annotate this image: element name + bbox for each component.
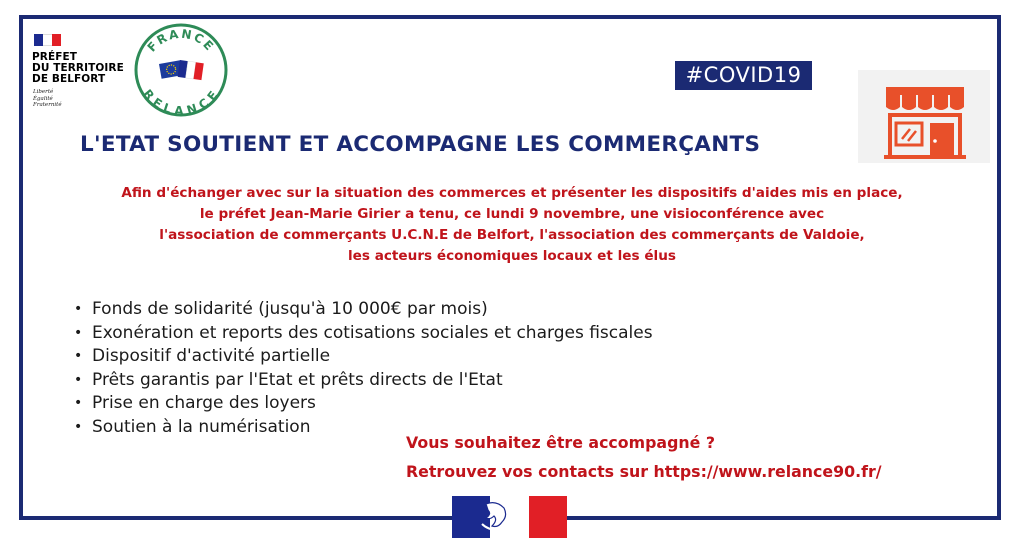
intro-line: le préfet Jean-Marie Girier a tenu, ce lundi 9 novembre, une visioconférence avec [199,206,825,222]
intro-line: l'association de commerçants U.C.N.E de Belfort, l'association des commerçants de Valdoie, [159,227,865,243]
aids-list [70,298,653,439]
list-item: • Fonds de solidarité (jusqu'à 10 000€ par mois) [70,298,653,322]
call-to-action [406,428,882,486]
france-relance-logo [133,22,229,118]
list-item: • Exonération et reports des cotisations sociales et charges fiscales [70,322,653,346]
storefront-icon [884,87,966,159]
list-item: • Prise en charge des loyers [70,392,653,416]
list-item: • Soutien à la numérisation [70,416,653,440]
marianne-icon [452,496,567,538]
list-item: • Prêts garantis par l'Etat et prêts directs de l'Etat [70,369,653,393]
cta-contact-link[interactable]: Retrouvez vos contacts sur https://www.relance90.fr/ [406,462,882,481]
intro-paragraph [40,183,984,267]
cta-question: Vous souhaitez être accompagné ? [406,433,716,452]
republic-motto: Liberté Égalité Fraternité [33,89,62,108]
intro-line: les acteurs économiques locaux et les élus [348,248,676,264]
prefecture-name: PRÉFET DU TERRITOIRE DE BELFORT [32,51,124,85]
logo-text-top: FRANCE [144,26,218,55]
logo-text-bottom: RELANCE [140,86,222,118]
intro-line: Afin d'échanger avec sur la situation des commerces et présenter les dispositifs d'aides mis en place, [121,185,903,201]
list-item: • Dispositif d'activité partielle [70,345,653,369]
marianne-flag-icon [34,34,61,46]
covid-hashtag-badge: #COVID19 [675,61,812,90]
page-title: L'ETAT SOUTIENT ET ACCOMPAGNE LES COMMERÇANTS [80,132,761,157]
